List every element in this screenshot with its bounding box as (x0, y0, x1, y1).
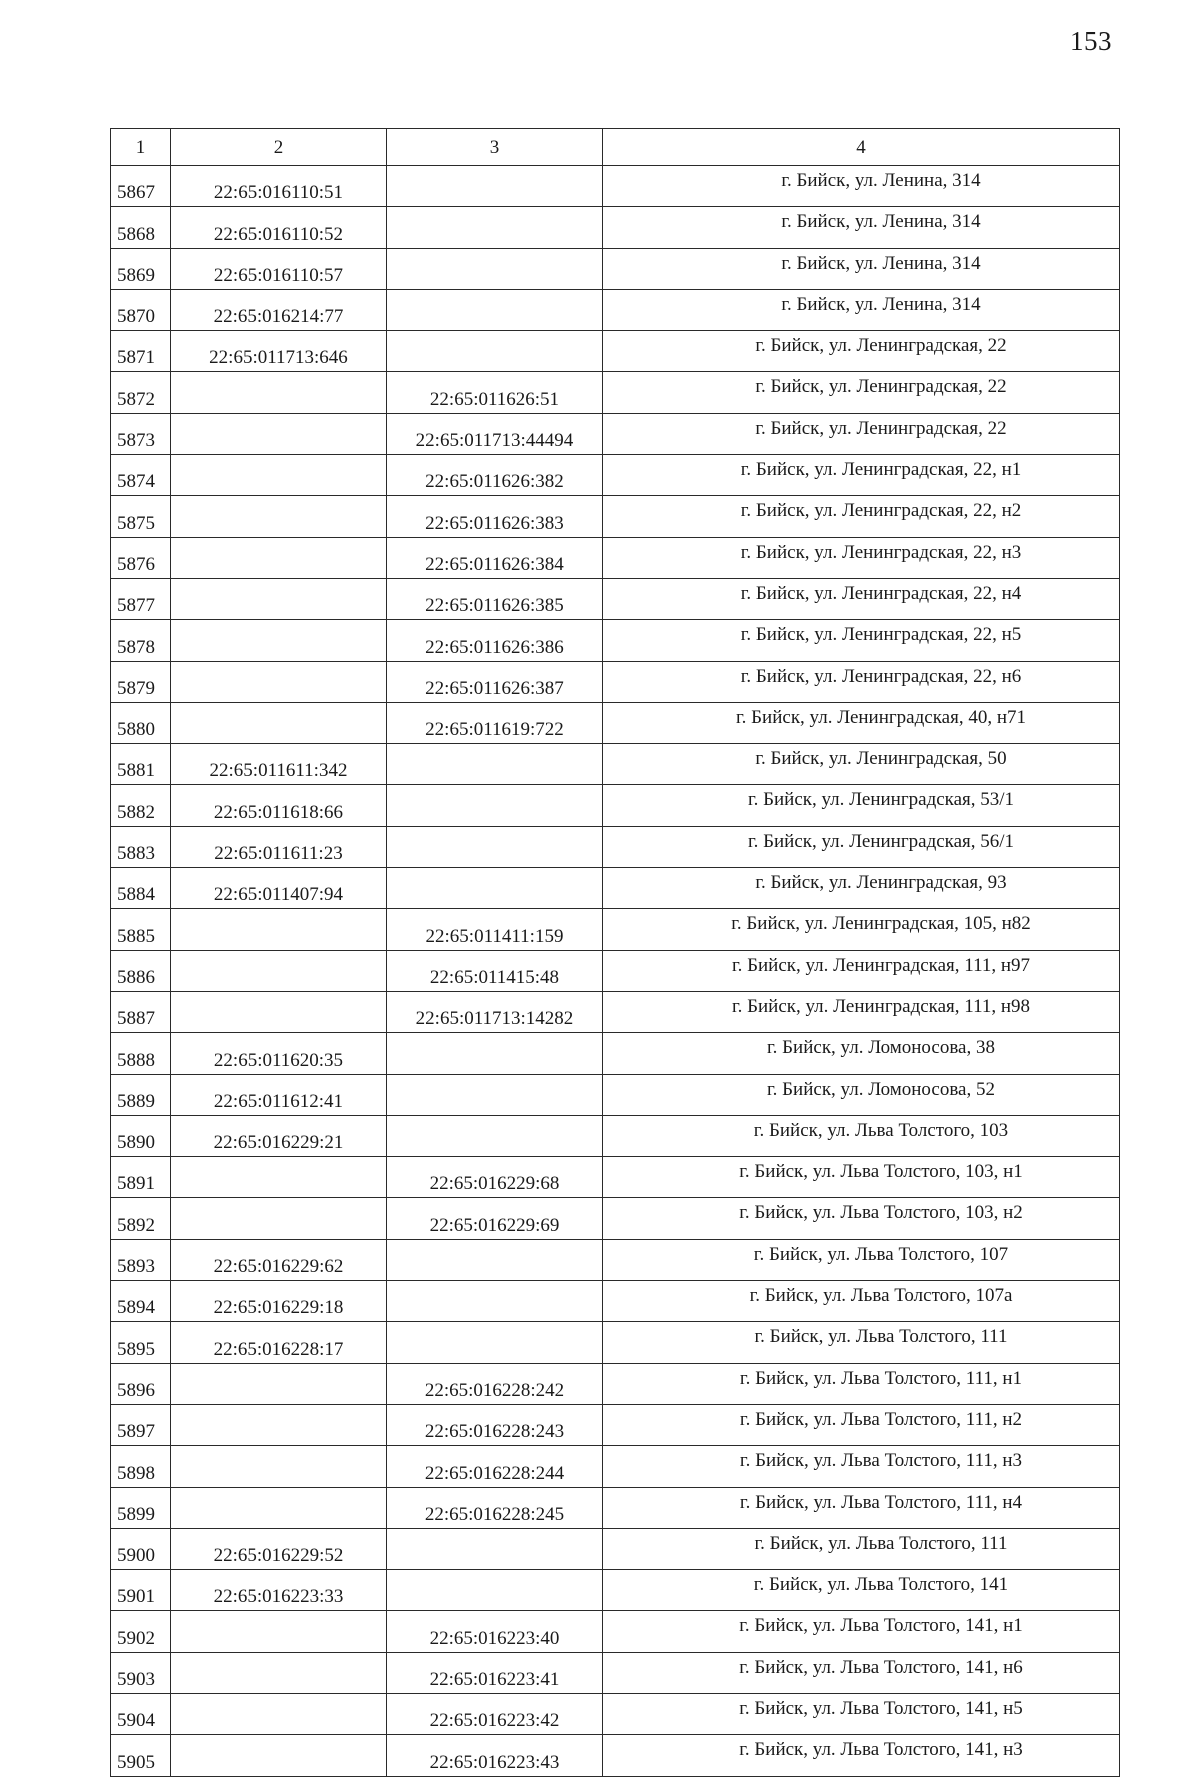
cadastral-number-alt-cell: 22:65:011626:386 (387, 620, 603, 661)
row-number-cell: 5888 (111, 1033, 171, 1074)
row-number-cell: 5884 (111, 868, 171, 909)
cadastral-number-alt-cell (387, 166, 603, 207)
cadastral-number-alt-cell (387, 1528, 603, 1569)
cadastral-number-alt-cell: 22:65:011626:383 (387, 496, 603, 537)
table-row (111, 537, 1120, 578)
row-number-cell: 5868 (111, 207, 171, 248)
table-row (111, 744, 1120, 785)
cadastral-number-cell: 22:65:016110:57 (171, 248, 387, 289)
address-cell: г. Бийск, ул. Ленина, 314 (603, 166, 1120, 207)
cadastral-number-alt-cell (387, 289, 603, 330)
table-row (111, 1157, 1120, 1198)
cadastral-number-cell (171, 1652, 387, 1693)
table-row (111, 372, 1120, 413)
row-number-cell: 5898 (111, 1446, 171, 1487)
cadastral-number-cell (171, 909, 387, 950)
address-cell: г. Бийск, ул. Ленинградская, 22, н6 (603, 661, 1120, 702)
table-row (111, 1033, 1120, 1074)
table-row (111, 1363, 1120, 1404)
table-header-row (111, 129, 1120, 166)
cadastral-number-alt-cell (387, 1281, 603, 1322)
address-cell: г. Бийск, ул. Ленинградская, 93 (603, 868, 1120, 909)
address-cell: г. Бийск, ул. Ленинградская, 53/1 (603, 785, 1120, 826)
table-row (111, 826, 1120, 867)
row-number-cell: 5881 (111, 744, 171, 785)
row-number-cell: 5878 (111, 620, 171, 661)
cadastral-number-alt-cell (387, 1033, 603, 1074)
cadastral-number-alt-cell: 22:65:016229:69 (387, 1198, 603, 1239)
cadastral-number-cell (171, 372, 387, 413)
table-row (111, 1735, 1120, 1776)
cadastral-number-cell (171, 702, 387, 743)
table-row (111, 248, 1120, 289)
table-row (111, 785, 1120, 826)
cadastral-number-alt-cell (387, 1239, 603, 1280)
address-cell: г. Бийск, ул. Льва Толстого, 141, н6 (603, 1652, 1120, 1693)
row-number-cell: 5904 (111, 1693, 171, 1734)
table-row (111, 702, 1120, 743)
cadastral-number-alt-cell: 22:65:011713:14282 (387, 991, 603, 1032)
cadastral-number-alt-cell: 22:65:011415:48 (387, 950, 603, 991)
cadastral-number-cell (171, 1693, 387, 1734)
registry-table-container (110, 128, 1120, 1777)
address-cell: г. Бийск, ул. Льва Толстого, 103 (603, 1115, 1120, 1156)
cadastral-number-cell: 22:65:016110:52 (171, 207, 387, 248)
table-row (111, 1570, 1120, 1611)
row-number-cell: 5890 (111, 1115, 171, 1156)
cadastral-number-alt-cell (387, 1115, 603, 1156)
table-row (111, 1487, 1120, 1528)
row-number-cell: 5889 (111, 1074, 171, 1115)
cadastral-number-cell (171, 1198, 387, 1239)
row-number-cell: 5893 (111, 1239, 171, 1280)
cadastral-number-alt-cell: 22:65:011626:387 (387, 661, 603, 702)
row-number-cell: 5887 (111, 991, 171, 1032)
table-row (111, 1404, 1120, 1445)
cadastral-number-cell: 22:65:011611:23 (171, 826, 387, 867)
address-cell: г. Бийск, ул. Ленинградская, 22, н3 (603, 537, 1120, 578)
table-row (111, 1239, 1120, 1280)
table-row (111, 289, 1120, 330)
cadastral-number-cell (171, 1611, 387, 1652)
row-number-cell: 5874 (111, 455, 171, 496)
row-number-cell: 5905 (111, 1735, 171, 1776)
address-cell: г. Бийск, ул. Ленинградская, 22 (603, 372, 1120, 413)
row-number-cell: 5869 (111, 248, 171, 289)
column-header-2: 2 (171, 129, 387, 166)
row-number-cell: 5895 (111, 1322, 171, 1363)
cadastral-number-alt-cell: 22:65:011626:382 (387, 455, 603, 496)
row-number-cell: 5894 (111, 1281, 171, 1322)
cadastral-number-cell (171, 1363, 387, 1404)
address-cell: г. Бийск, ул. Ленина, 314 (603, 289, 1120, 330)
address-cell: г. Бийск, ул. Ленинградская, 111, н98 (603, 991, 1120, 1032)
address-cell: г. Бийск, ул. Ленинградская, 22, н4 (603, 578, 1120, 619)
row-number-cell: 5875 (111, 496, 171, 537)
address-cell: г. Бийск, ул. Ленинградская, 50 (603, 744, 1120, 785)
page-number: 153 (1070, 26, 1112, 56)
cadastral-number-alt-cell (387, 248, 603, 289)
address-cell: г. Бийск, ул. Льва Толстого, 141, н5 (603, 1693, 1120, 1734)
cadastral-number-alt-cell: 22:65:011626:384 (387, 537, 603, 578)
column-header-1: 1 (111, 129, 171, 166)
address-cell: г. Бийск, ул. Льва Толстого, 141, н1 (603, 1611, 1120, 1652)
address-cell: г. Бийск, ул. Льва Толстого, 103, н1 (603, 1157, 1120, 1198)
row-number-cell: 5902 (111, 1611, 171, 1652)
table-row (111, 331, 1120, 372)
address-cell: г. Бийск, ул. Ленинградская, 105, н82 (603, 909, 1120, 950)
row-number-cell: 5867 (111, 166, 171, 207)
cadastral-number-cell (171, 950, 387, 991)
cadastral-number-alt-cell (387, 868, 603, 909)
cadastral-number-cell (171, 661, 387, 702)
address-cell: г. Бийск, ул. Льва Толстого, 111, н2 (603, 1404, 1120, 1445)
address-cell: г. Бийск, ул. Ленинградская, 56/1 (603, 826, 1120, 867)
cadastral-number-cell (171, 578, 387, 619)
cadastral-number-cell (171, 1735, 387, 1776)
cadastral-number-cell: 22:65:016229:62 (171, 1239, 387, 1280)
row-number-cell: 5900 (111, 1528, 171, 1569)
table-row (111, 1281, 1120, 1322)
cadastral-number-alt-cell: 22:65:016223:42 (387, 1693, 603, 1734)
cadastral-number-cell (171, 455, 387, 496)
address-cell: г. Бийск, ул. Ломоносова, 52 (603, 1074, 1120, 1115)
cadastral-number-alt-cell: 22:65:016228:244 (387, 1446, 603, 1487)
address-cell: г. Бийск, ул. Ленинградская, 111, н97 (603, 950, 1120, 991)
cadastral-number-alt-cell: 22:65:016223:40 (387, 1611, 603, 1652)
row-number-cell: 5903 (111, 1652, 171, 1693)
registry-table (110, 128, 1120, 1777)
row-number-cell: 5880 (111, 702, 171, 743)
row-number-cell: 5897 (111, 1404, 171, 1445)
cadastral-number-alt-cell: 22:65:011626:51 (387, 372, 603, 413)
table-row (111, 207, 1120, 248)
table-row (111, 1446, 1120, 1487)
address-cell: г. Бийск, ул. Льва Толстого, 141 (603, 1570, 1120, 1611)
cadastral-number-cell (171, 1487, 387, 1528)
cadastral-number-alt-cell (387, 785, 603, 826)
cadastral-number-cell: 22:65:011611:342 (171, 744, 387, 785)
cadastral-number-alt-cell: 22:65:011626:385 (387, 578, 603, 619)
row-number-cell: 5871 (111, 331, 171, 372)
table-row (111, 455, 1120, 496)
row-number-cell: 5885 (111, 909, 171, 950)
cadastral-number-cell (171, 1446, 387, 1487)
column-header-3: 3 (387, 129, 603, 166)
address-cell: г. Бийск, ул. Льва Толстого, 141, н3 (603, 1735, 1120, 1776)
row-number-cell: 5870 (111, 289, 171, 330)
cadastral-number-alt-cell: 22:65:016223:43 (387, 1735, 603, 1776)
cadastral-number-alt-cell (387, 826, 603, 867)
table-row (111, 1115, 1120, 1156)
table-row (111, 661, 1120, 702)
cadastral-number-cell: 22:65:016110:51 (171, 166, 387, 207)
cadastral-number-cell: 22:65:011713:646 (171, 331, 387, 372)
row-number-cell: 5896 (111, 1363, 171, 1404)
table-row (111, 1322, 1120, 1363)
cadastral-number-cell (171, 496, 387, 537)
row-number-cell: 5876 (111, 537, 171, 578)
row-number-cell: 5873 (111, 413, 171, 454)
cadastral-number-cell: 22:65:011612:41 (171, 1074, 387, 1115)
address-cell: г. Бийск, ул. Льва Толстого, 111 (603, 1528, 1120, 1569)
address-cell: г. Бийск, ул. Ломоносова, 38 (603, 1033, 1120, 1074)
cadastral-number-cell: 22:65:016223:33 (171, 1570, 387, 1611)
cadastral-number-alt-cell: 22:65:011411:159 (387, 909, 603, 950)
table-row (111, 620, 1120, 661)
cadastral-number-cell (171, 413, 387, 454)
cadastral-number-alt-cell (387, 207, 603, 248)
address-cell: г. Бийск, ул. Ленинградская, 22, н5 (603, 620, 1120, 661)
cadastral-number-cell: 22:65:011407:94 (171, 868, 387, 909)
table-row (111, 413, 1120, 454)
table-row (111, 578, 1120, 619)
row-number-cell: 5899 (111, 1487, 171, 1528)
table-row (111, 1198, 1120, 1239)
address-cell: г. Бийск, ул. Ленина, 314 (603, 207, 1120, 248)
cadastral-number-alt-cell: 22:65:016223:41 (387, 1652, 603, 1693)
address-cell: г. Бийск, ул. Льва Толстого, 111, н4 (603, 1487, 1120, 1528)
row-number-cell: 5879 (111, 661, 171, 702)
address-cell: г. Бийск, ул. Льва Толстого, 111 (603, 1322, 1120, 1363)
cadastral-number-alt-cell: 22:65:016228:242 (387, 1363, 603, 1404)
cadastral-number-cell: 22:65:011618:66 (171, 785, 387, 826)
cadastral-number-cell (171, 1157, 387, 1198)
row-number-cell: 5872 (111, 372, 171, 413)
cadastral-number-cell: 22:65:016214:77 (171, 289, 387, 330)
cadastral-number-cell: 22:65:016229:18 (171, 1281, 387, 1322)
address-cell: г. Бийск, ул. Ленинградская, 22, н2 (603, 496, 1120, 537)
row-number-cell: 5882 (111, 785, 171, 826)
address-cell: г. Бийск, ул. Ленинградская, 22 (603, 413, 1120, 454)
table-row (111, 1528, 1120, 1569)
address-cell: г. Бийск, ул. Ленинградская, 40, н71 (603, 702, 1120, 743)
cadastral-number-cell: 22:65:016229:21 (171, 1115, 387, 1156)
table-row (111, 950, 1120, 991)
cadastral-number-alt-cell: 22:65:016228:243 (387, 1404, 603, 1445)
table-row (111, 1611, 1120, 1652)
address-cell: г. Бийск, ул. Ленинградская, 22 (603, 331, 1120, 372)
cadastral-number-alt-cell: 22:65:011713:44494 (387, 413, 603, 454)
row-number-cell: 5877 (111, 578, 171, 619)
cadastral-number-cell: 22:65:016228:17 (171, 1322, 387, 1363)
table-row (111, 166, 1120, 207)
table-row (111, 909, 1120, 950)
cadastral-number-cell: 22:65:011620:35 (171, 1033, 387, 1074)
row-number-cell: 5891 (111, 1157, 171, 1198)
address-cell: г. Бийск, ул. Льва Толстого, 103, н2 (603, 1198, 1120, 1239)
cadastral-number-alt-cell (387, 1322, 603, 1363)
table-row (111, 991, 1120, 1032)
column-header-4: 4 (603, 129, 1120, 166)
row-number-cell: 5883 (111, 826, 171, 867)
cadastral-number-alt-cell: 22:65:011619:722 (387, 702, 603, 743)
table-row (111, 868, 1120, 909)
cadastral-number-cell (171, 1404, 387, 1445)
row-number-cell: 5901 (111, 1570, 171, 1611)
table-row (111, 1074, 1120, 1115)
address-cell: г. Бийск, ул. Ленина, 314 (603, 248, 1120, 289)
address-cell: г. Бийск, ул. Льва Толстого, 107 (603, 1239, 1120, 1280)
address-cell: г. Бийск, ул. Льва Толстого, 111, н3 (603, 1446, 1120, 1487)
cadastral-number-alt-cell (387, 331, 603, 372)
cadastral-number-alt-cell (387, 1074, 603, 1115)
table-body (111, 166, 1120, 1777)
table-row (111, 1652, 1120, 1693)
cadastral-number-cell (171, 991, 387, 1032)
cadastral-number-alt-cell (387, 1570, 603, 1611)
table-row (111, 1693, 1120, 1734)
table-row (111, 496, 1120, 537)
cadastral-number-alt-cell: 22:65:016229:68 (387, 1157, 603, 1198)
address-cell: г. Бийск, ул. Ленинградская, 22, н1 (603, 455, 1120, 496)
cadastral-number-cell: 22:65:016229:52 (171, 1528, 387, 1569)
address-cell: г. Бийск, ул. Льва Толстого, 107а (603, 1281, 1120, 1322)
cadastral-number-cell (171, 620, 387, 661)
row-number-cell: 5886 (111, 950, 171, 991)
cadastral-number-alt-cell: 22:65:016228:245 (387, 1487, 603, 1528)
cadastral-number-cell (171, 537, 387, 578)
cadastral-number-alt-cell (387, 744, 603, 785)
address-cell: г. Бийск, ул. Льва Толстого, 111, н1 (603, 1363, 1120, 1404)
row-number-cell: 5892 (111, 1198, 171, 1239)
